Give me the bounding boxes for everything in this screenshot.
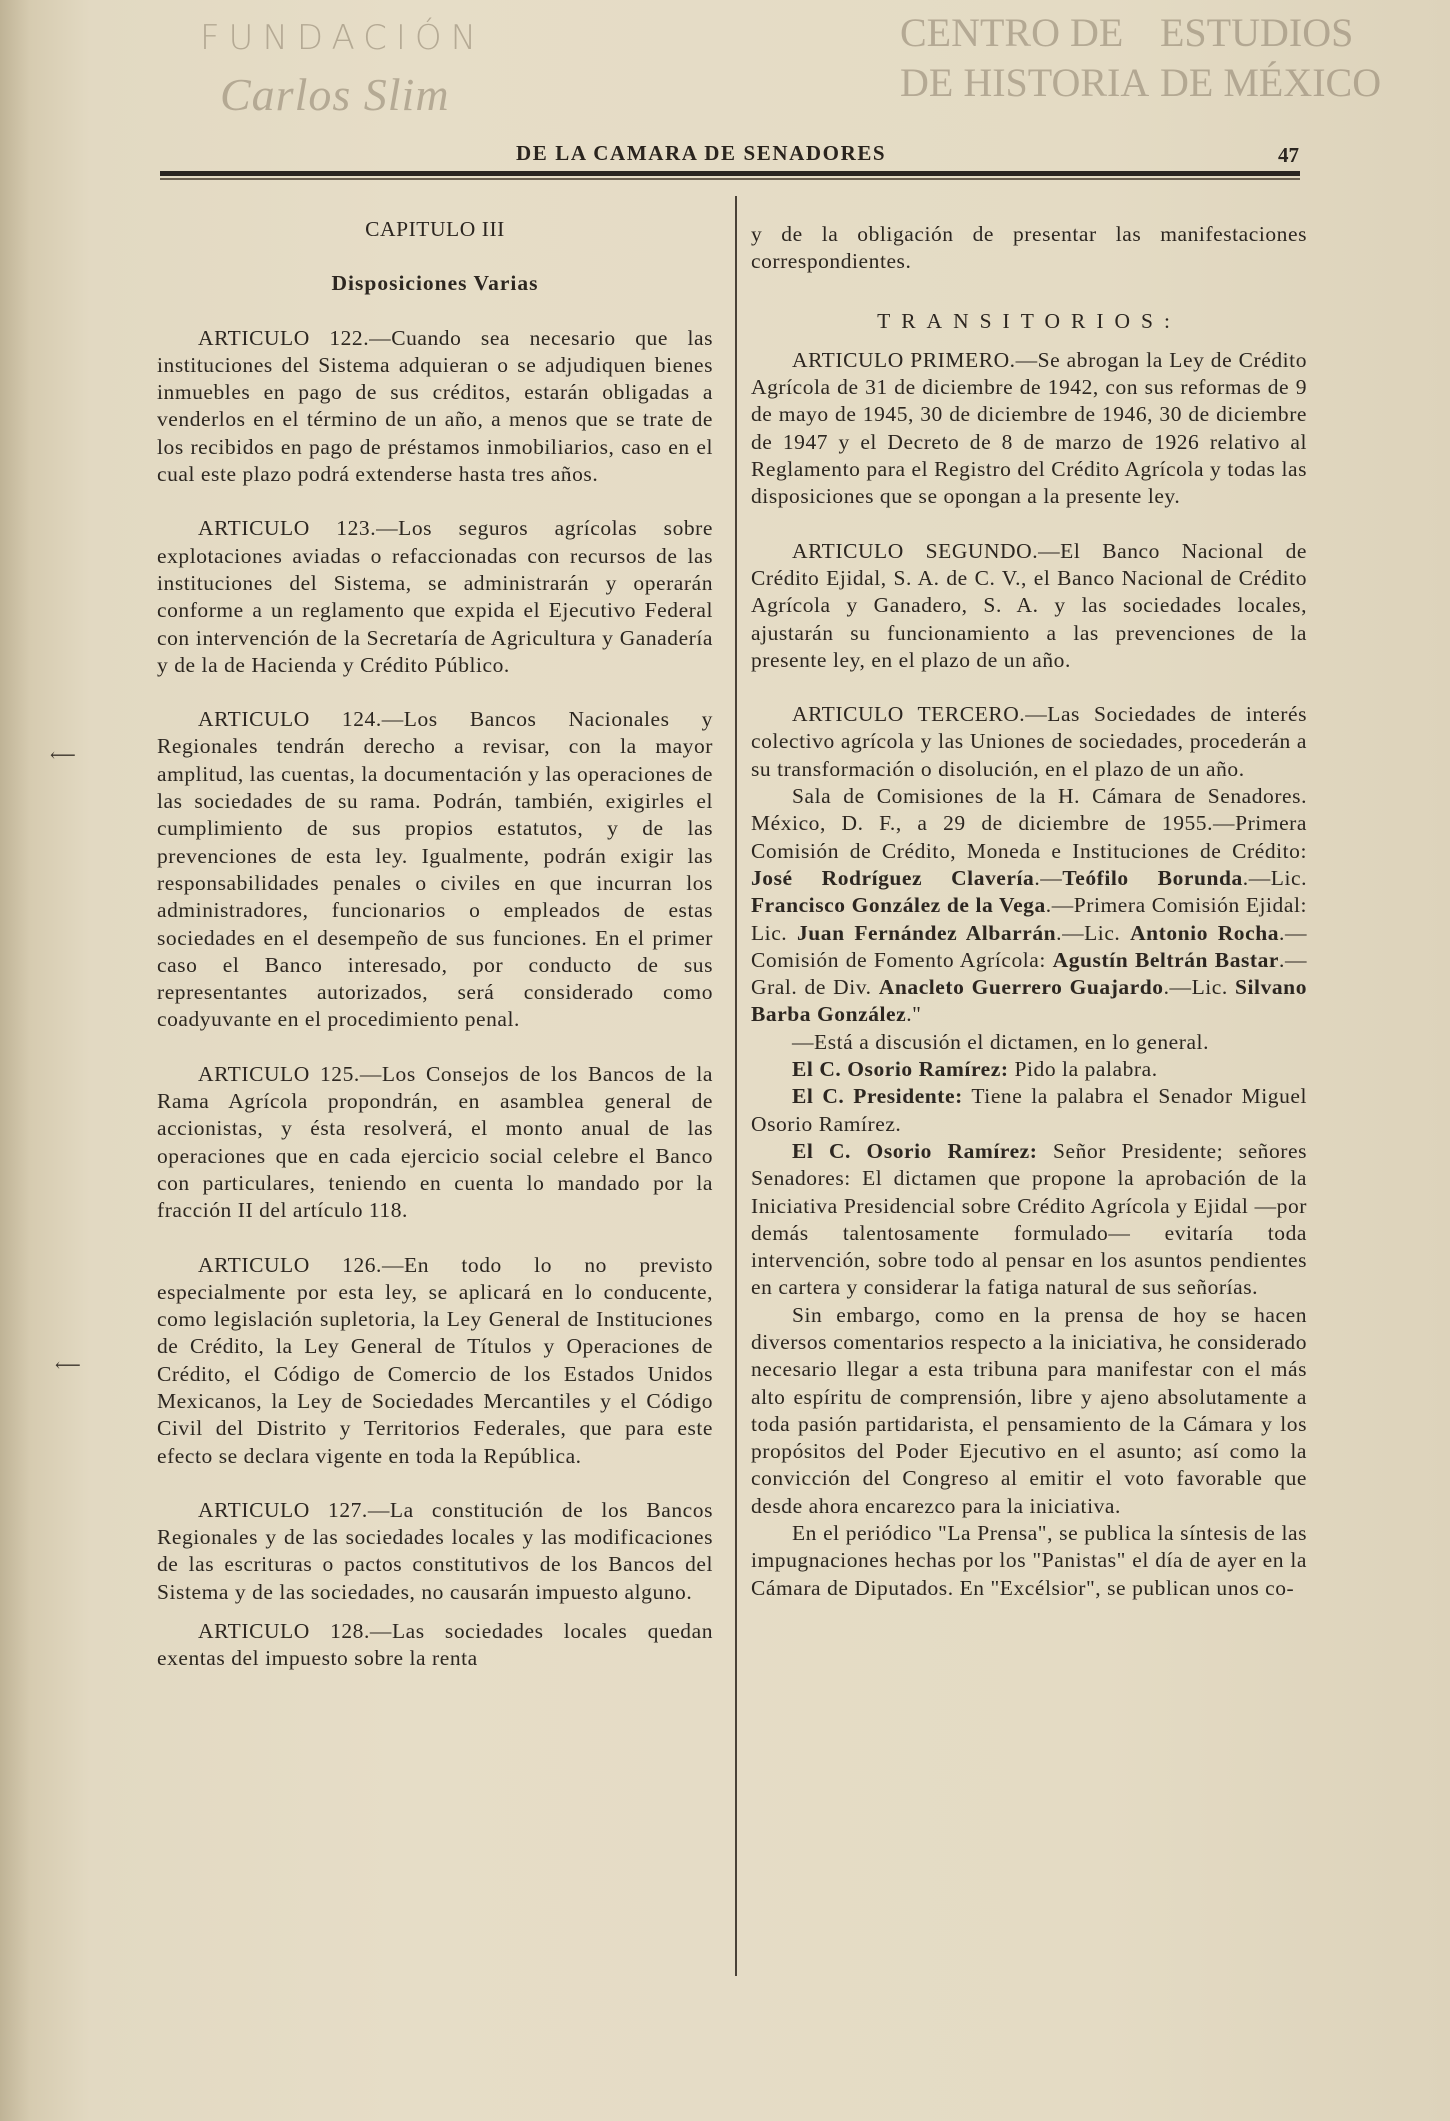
text-run: ARTICULO 128.—Las sociedades locales quedan exentas del impuesto sobre la renta <box>157 1619 713 1671</box>
text-run: —Está a discusión el dictamen, en lo general. <box>792 1029 1209 1054</box>
text-run: .—Lic. <box>1242 865 1307 890</box>
text-run: .—Lic. <box>1056 920 1131 945</box>
paragraph <box>157 1497 713 1606</box>
bold-name: Francisco González de la Vega <box>751 893 1046 918</box>
paragraph <box>157 325 713 489</box>
text-run: TRANSITORIOS: <box>877 308 1181 333</box>
bold-name: Agustín Beltrán Bastar <box>1052 947 1280 972</box>
paragraph <box>751 221 1307 276</box>
watermark-line: DE MÉXICO <box>1160 60 1382 105</box>
text-run: ARTICULO TERCERO.—Las Sociedades de interés colectivo agrícola y las Uniones de sociedades, procederán a su transformación o disolución, en el plazo de un año. <box>751 702 1307 781</box>
text-run: Disposiciones Varias <box>331 271 539 296</box>
text-run: .—Lic. <box>1163 975 1236 1000</box>
paragraph <box>751 347 1307 511</box>
text-run: ARTICULO SEGUNDO.—El Banco Nacional de Crédito Ejidal, S. A. de C. V., el Banco Nacional de Crédito Agrícola y Ganadero, S. A. y las sociedades locales, ajustarán su funcionamiento a las prevenciones de la presente ley, en el plazo de un año. <box>751 538 1307 672</box>
paragraph <box>751 1520 1307 1602</box>
column-divider <box>735 196 737 1976</box>
text-run: y de la obligación de presentar las manifestaciones correspondientes. <box>751 222 1307 274</box>
margin-mark: ⟵ <box>50 745 76 765</box>
text-run: Pido la palabra. <box>1008 1057 1158 1082</box>
bold-name: Antonio Rocha <box>1130 920 1280 945</box>
paragraph <box>157 1618 713 1673</box>
text-run: ARTICULO 122.—Cuando sea necesario que las instituciones del Sistema adquieran o se adjudiquen bienes inmuebles en pago de sus créditos, estarán obligadas a venderlos en el término de un año, a menos que se trate de los recibidos en pago de préstamos inmobiliarios, caso en el cual este plazo podrá extenderse hasta tres años. <box>157 325 713 487</box>
bold-name: El C. Osorio Ramírez: <box>792 1138 1038 1163</box>
margin-mark: ⟵ <box>55 1355 81 1375</box>
text-run: Sin embargo, como en la prensa de hoy se hacen diversos comentarios respecto a la iniciativa, he considerado necesario llegar a esta tribuna para manifestar con el más alto espíritu de comprensión, libre y ajeno absolutamente a toda pasión partidarista, el pensamiento de la Cámara y los propósitos del Poder Ejecutivo en el asunto; así como la convicción del Congreso al emitir el voto favorable que desde ahora encarezco para la iniciativa. <box>751 1302 1307 1518</box>
text-run: ARTICULO 123.—Los seguros agrícolas sobre explotaciones aviadas o refaccionadas con recursos de las instituciones del Sistema, se administrarán y operarán conforme a un reglamento que expida el Ejecutivo Federal con intervención de la Secretaría de Agricultura y Ganadería y de la de Hacienda y Crédito Público. <box>157 516 713 677</box>
text-run: .— <box>1034 865 1063 890</box>
paragraph <box>157 706 713 1034</box>
watermark-signature: Carlos Slim <box>220 69 450 120</box>
paragraph <box>751 538 1307 674</box>
text-run: ." <box>906 1002 922 1027</box>
paragraph <box>157 1061 713 1225</box>
watermark-line: DE HISTORIA <box>900 60 1150 105</box>
text-run: CAPITULO III <box>365 217 505 241</box>
header-rule-thin <box>160 178 1300 180</box>
text-run: .—Gral. de Div. <box>751 947 1307 1000</box>
paragraph <box>751 1029 1307 1056</box>
text-run: ARTICULO 125.—Los Consejos de los Bancos de la Rama Agrícola propondrán, en asamblea general de accionistas, y ésta resolverá, el monto anual de las operaciones que en cada ejercicio social celebre el Banco con particulares, teniendo en cuenta lo mandado por la fracción II del artículo 118. <box>157 1061 713 1223</box>
text-run: ARTICULO PRIMERO.—Se abrogan la Ley de Crédito Agrícola de 31 de diciembre de 1942, con sus reformas de 9 de mayo de 1945, 30 de diciembre de 1946, 30 de diciembre de 1947 y el Decreto de 8 de marzo de 1926 relativo al Reglamento para el Registro del Crédito Agrícola y todas las disposiciones que se opongan a la presente ley. <box>751 347 1307 509</box>
paragraph <box>751 1056 1307 1083</box>
bold-name: Teófilo Borunda <box>1062 865 1243 890</box>
left-column <box>157 216 713 1673</box>
bold-name: Anacleto Guerrero Guajardo <box>878 975 1164 1000</box>
watermark-fundacion: FUNDACIÓN <box>200 18 486 58</box>
paragraph <box>751 701 1307 783</box>
text-run: .—Comisión de Fomento Agrícola: <box>751 920 1307 972</box>
running-header <box>0 141 1450 171</box>
text-run: Señor Presidente; señores Senadores: El dictamen que propone la aprobación de la Iniciativa Presidencial sobre Crédito Agrícola y Ejidal —por demás talentosamente formulado— evitaría toda intervención, sobre todo al pensar en los asuntos pendientes en cartera y considerar la fatiga natural de sus señorías. <box>751 1138 1307 1300</box>
paragraph <box>751 1083 1307 1138</box>
bold-name: Juan Fernández Albarrán <box>796 920 1057 945</box>
watermark-line: CENTRO DE <box>900 10 1124 55</box>
text-run: ARTICULO 127.—La constitución de los Bancos Regionales y de las sociedades locales y las modificaciones de las escrituras o pactos constitutivos de los Bancos del Sistema y de las sociedades, no causarán impuesto alguno. <box>157 1497 713 1604</box>
paragraph <box>751 308 1307 335</box>
paragraph <box>751 1302 1307 1520</box>
header-rule <box>160 171 1300 176</box>
text-run: Sala de Comisiones de la H. Cámara de Senadores. México, D. F., a 29 de diciembre de 1955.—Primera Comisión de Crédito, Moneda e Instituciones de Crédito: <box>751 784 1307 863</box>
text-run: En el periódico "La Prensa", se publica la síntesis de las impugnaciones hechas por los "Panistas" el día de ayer en la Cámara de Diputados. En "Excélsior", se publican unos co- <box>751 1521 1307 1600</box>
bold-name: Silvano Barba González <box>751 975 1307 1027</box>
text-run: Tiene la palabra el Senador Miguel Osorio Ramírez. <box>751 1084 1308 1136</box>
paragraph <box>157 216 713 243</box>
paragraph <box>157 270 713 297</box>
paragraph <box>751 783 1307 1029</box>
paragraph <box>157 1252 713 1470</box>
text-run: ARTICULO 124.—Los Bancos Nacionales y Regionales tendrán derecho a revisar, con la mayor amplitud, las cuentas, la documentación y las operaciones de las sociedades de su rama. Podrán, también, exigirles el cumplimiento de sus propios estatutos, y de las prevenciones de esta ley. Igualmente, podrán exigir las responsabilidades penales o civiles en que incurran los administradores, funcionarios o empleados de estas sociedades en el desempeño de sus funciones. En el primer caso el Banco interesado, por conducto de sus representantes autorizados, será considerado como coadyuvante en el procedimiento penal. <box>157 707 713 1032</box>
bold-name: José Rodríguez Clavería <box>751 865 1035 890</box>
paragraph <box>751 1138 1307 1302</box>
right-column <box>751 221 1307 1602</box>
header-title: DE LA CAMARA DE SENADORES <box>516 141 887 165</box>
text-run: ARTICULO 126.—En todo lo no previsto especialmente por esta ley, se aplicará en lo conducente, como legislación supletoria, la Ley General de Instituciones de Crédito, la Ley General de Títulos y Operaciones de Crédito, el Código de Comercio de los Estados Unidos Mexicanos, la Ley de Sociedades Mercantiles y el Código Civil del Distrito y Territorios Federales, que para este efecto se declara vigente en toda la República. <box>157 1252 713 1468</box>
watermark-line: ESTUDIOS <box>1160 10 1354 55</box>
bold-name: El C. Presidente: <box>792 1084 963 1109</box>
bold-name: El C. Osorio Ramírez: <box>792 1057 1009 1082</box>
paragraph <box>157 515 713 679</box>
page-number: 47 <box>1278 143 1299 167</box>
watermark-centro <box>900 8 1440 108</box>
text-run: .—Primera Comisión Ejidal: Lic. <box>751 893 1307 945</box>
